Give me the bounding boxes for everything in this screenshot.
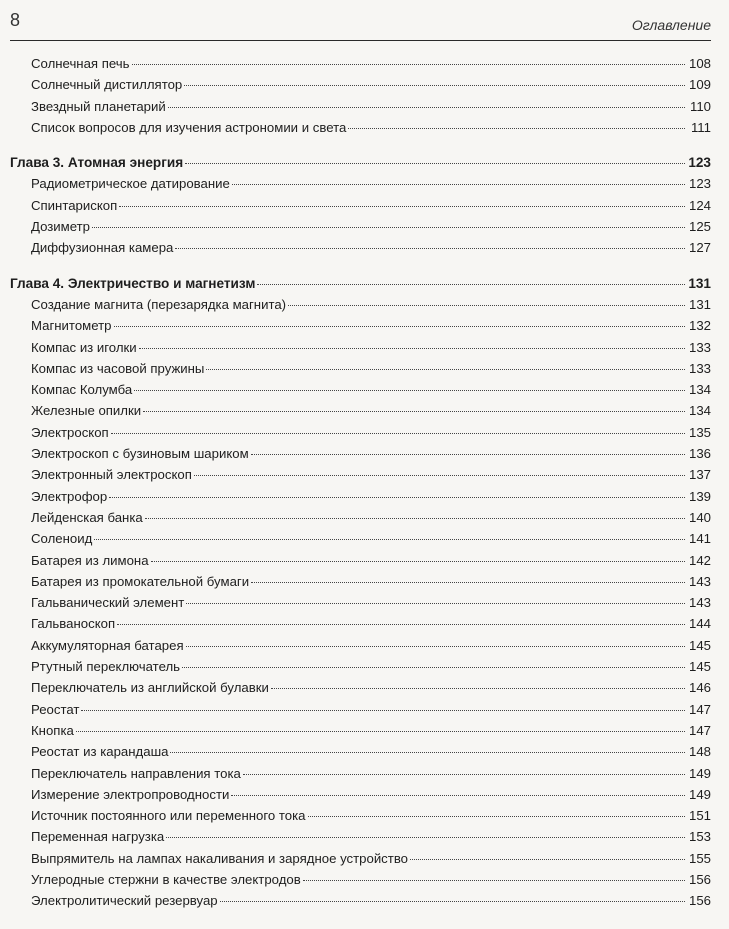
toc-entry (10, 785, 711, 806)
toc-entry-page: 141 (688, 531, 711, 547)
toc-entry-page: 111 (690, 119, 711, 135)
toc-entry-title: Переменная нагрузка (31, 829, 165, 845)
toc-entry (10, 54, 711, 75)
toc-entry (10, 359, 711, 380)
dot-leader (220, 900, 685, 902)
toc-entry-title: Лейденская банка (31, 509, 143, 525)
toc-entry-title: Звездный планетарий (31, 98, 166, 114)
dot-leader (243, 773, 685, 775)
toc-entry-title: Компас Колумба (31, 382, 133, 398)
toc-entry-title: Глава 3. Атомная энергия (10, 155, 184, 171)
toc-entry (10, 700, 711, 721)
toc-entry-page: 132 (688, 318, 711, 334)
toc-entry (10, 295, 711, 316)
toc-spacer (10, 139, 711, 153)
toc-entry-title: Реостат (31, 701, 80, 717)
toc-entry-page: 147 (688, 722, 711, 738)
toc-entry-title: Электронный электроскоп (31, 467, 192, 483)
toc-entry-title: Измерение электропроводности (31, 786, 230, 802)
toc-entry (10, 764, 711, 785)
dot-leader (288, 304, 685, 306)
toc-entry-title: Реостат из карандаша (31, 744, 169, 760)
table-of-contents (10, 54, 711, 913)
dot-leader (132, 63, 685, 65)
toc-entry-title: Дозиметр (31, 219, 91, 235)
toc-entry (10, 217, 711, 238)
toc-entry (10, 593, 711, 614)
dot-leader (232, 183, 685, 185)
toc-entry-page: 147 (688, 701, 711, 717)
toc-entry (10, 75, 711, 96)
toc-entry-page: 149 (688, 786, 711, 802)
toc-entry-page: 127 (688, 240, 711, 256)
toc-entry-title: Источник постоянного или переменного тока (31, 808, 306, 824)
toc-entry (10, 118, 711, 139)
toc-entry-title: Аккумуляторная батарея (31, 637, 184, 653)
toc-entry-title: Глава 4. Электричество и магнетизм (10, 275, 256, 291)
toc-entry-title: Ртутный переключатель (31, 659, 181, 675)
dot-leader (175, 247, 685, 249)
toc-entry-page: 148 (688, 744, 711, 760)
dot-leader (109, 496, 685, 498)
dot-leader (117, 623, 685, 625)
toc-entry-page: 137 (688, 467, 711, 483)
toc-entry-page: 146 (688, 680, 711, 696)
toc-entry-title: Выпрямитель на лампах накаливания и зарядное устройство (31, 850, 409, 866)
toc-entry-title: Углеродные стержни в качестве электродов (31, 871, 301, 887)
dot-leader (114, 325, 686, 327)
dot-leader (186, 602, 685, 604)
toc-entry-page: 139 (688, 488, 711, 504)
toc-entry-page: 145 (688, 637, 711, 653)
toc-entry (10, 423, 711, 444)
toc-entry (10, 508, 711, 529)
toc-entry-title: Создание магнита (перезарядка магнита) (31, 296, 287, 312)
dot-leader (134, 389, 685, 391)
toc-entry (10, 849, 711, 870)
toc-entry-page: 143 (688, 595, 711, 611)
toc-entry (10, 465, 711, 486)
toc-entry-page: 149 (688, 765, 711, 781)
toc-entry-page: 125 (688, 219, 711, 235)
toc-entry-title: Компас из иголки (31, 339, 137, 355)
toc-entry-page: 144 (688, 616, 711, 632)
toc-entry (10, 657, 711, 678)
toc-entry-page: 156 (688, 893, 711, 909)
dot-leader (111, 432, 685, 434)
dot-leader (94, 538, 685, 540)
dot-leader (76, 730, 685, 732)
toc-entry-title: Спинтарископ (31, 197, 118, 213)
dot-leader (348, 127, 685, 129)
toc-entry-title: Электроскоп с бузиновым шариком (31, 446, 249, 462)
toc-entry-title: Компас из часовой пружины (31, 360, 205, 376)
toc-entry (10, 316, 711, 337)
toc-entry (10, 196, 711, 217)
toc-entry-page: 110 (689, 98, 711, 114)
toc-spacer (10, 260, 711, 274)
toc-chapter-heading (10, 153, 711, 174)
toc-entry (10, 678, 711, 699)
dot-leader (151, 560, 685, 562)
toc-entry-page: 124 (688, 197, 711, 213)
toc-entry-page: 133 (688, 360, 711, 376)
toc-entry (10, 721, 711, 742)
toc-entry-page: 131 (688, 296, 711, 312)
toc-entry (10, 380, 711, 401)
dot-leader (251, 453, 685, 455)
toc-entry-page: 134 (688, 382, 711, 398)
toc-entry-title: Электроскоп (31, 424, 109, 440)
toc-entry-page: 155 (688, 850, 711, 866)
dot-leader (119, 205, 685, 207)
toc-entry (10, 401, 711, 422)
toc-entry-page: 135 (688, 424, 711, 440)
dot-leader (271, 687, 685, 689)
toc-entry-title: Список вопросов для изучения астрономии и света (31, 119, 347, 135)
dot-leader (166, 836, 685, 838)
running-head: Оглавление (631, 17, 711, 33)
dot-leader (168, 106, 685, 108)
toc-entry (10, 551, 711, 572)
toc-entry (10, 614, 711, 635)
toc-entry-page: 145 (688, 659, 711, 675)
toc-entry-page: 108 (688, 56, 711, 71)
toc-entry-page: 109 (688, 77, 711, 93)
toc-entry-title: Батарея из лимона (31, 552, 149, 568)
toc-entry-title: Гальваноскоп (31, 616, 116, 632)
toc-entry-page: 143 (688, 573, 711, 589)
toc-entry-page: 151 (688, 808, 711, 824)
dot-leader (185, 162, 685, 164)
toc-entry (10, 487, 711, 508)
toc-entry (10, 238, 711, 259)
toc-entry-page: 133 (688, 339, 711, 355)
toc-entry-page: 142 (688, 552, 711, 568)
dot-leader (182, 666, 685, 668)
toc-entry-title: Диффузионная камера (31, 240, 174, 256)
toc-entry (10, 529, 711, 550)
toc-entry (10, 572, 711, 593)
dot-leader (170, 751, 685, 753)
toc-entry-title: Железные опилки (31, 403, 142, 419)
toc-entry-title: Кнопка (31, 722, 74, 738)
dot-leader (145, 517, 685, 519)
dot-leader (81, 709, 685, 711)
dot-leader (251, 581, 685, 583)
toc-entry (10, 444, 711, 465)
toc-entry (10, 636, 711, 657)
page-number: 8 (10, 10, 21, 30)
toc-entry (10, 338, 711, 359)
toc-entry-title: Соленоид (31, 531, 93, 547)
dot-leader (231, 794, 685, 796)
toc-entry-page: 131 (688, 275, 711, 291)
toc-chapter-heading (10, 274, 711, 295)
dot-leader (186, 645, 685, 647)
toc-entry (10, 870, 711, 891)
toc-entry-title: Батарея из промокательной бумаги (31, 573, 250, 589)
dot-leader (139, 347, 685, 349)
dot-leader (206, 368, 685, 370)
toc-entry (10, 742, 711, 763)
toc-entry-title: Электролитический резервуар (31, 893, 218, 909)
dot-leader (194, 474, 685, 476)
toc-entry-page: 136 (688, 446, 711, 462)
dot-leader (184, 84, 685, 86)
dot-leader (303, 879, 685, 881)
toc-entry-title: Солнечный дистиллятор (31, 77, 183, 93)
toc-entry-page: 140 (688, 509, 711, 525)
page-header (10, 8, 711, 41)
toc-entry-page: 123 (688, 176, 711, 192)
toc-entry-title: Электрофор (31, 488, 108, 504)
toc-entry-title: Переключатель направления тока (31, 765, 241, 781)
toc-entry-title: Солнечная печь (31, 56, 130, 71)
toc-entry (10, 806, 711, 827)
toc-entry (10, 97, 711, 118)
toc-entry-title: Гальванический элемент (31, 595, 185, 611)
toc-entry (10, 827, 711, 848)
dot-leader (143, 410, 685, 412)
toc-entry-page: 134 (688, 403, 711, 419)
toc-entry-page: 153 (688, 829, 711, 845)
toc-entry-page: 123 (688, 155, 711, 171)
toc-entry (10, 174, 711, 195)
dot-leader (308, 815, 686, 817)
toc-entry (10, 891, 711, 912)
dot-leader (92, 226, 685, 228)
dot-leader (257, 283, 685, 285)
toc-entry-title: Магнитометр (31, 318, 112, 334)
toc-entry-title: Переключатель из английской булавки (31, 680, 269, 696)
dot-leader (410, 858, 685, 860)
toc-entry-page: 156 (688, 871, 711, 887)
toc-entry-title: Радиометрическое датирование (31, 176, 230, 192)
